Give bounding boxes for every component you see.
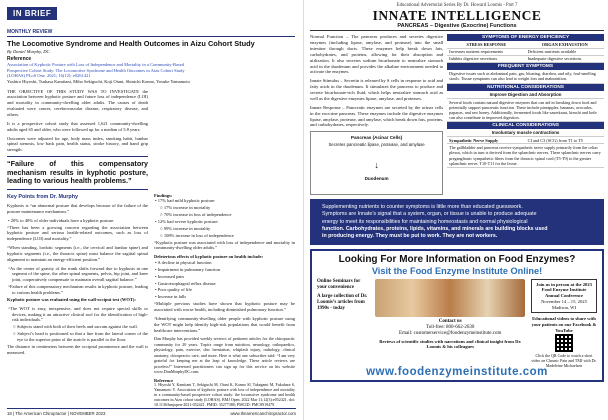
diagram-text: Secretes pancreatic lipase, protease, and amylase	[328, 142, 425, 148]
col-head: STRESS RESPONSE	[466, 41, 507, 47]
finding: ○ 99% increase in mortality	[160, 225, 211, 231]
key-point: Kyphosis is “an abnormal posture that develops because of the failure of the posture maintenance mechanism.”	[7, 203, 148, 214]
contact-heading: Contact us	[438, 318, 462, 324]
page-folio: 18 | The American Chiropractor | NOVEMBER 2023	[7, 411, 106, 416]
ad-edu-videos: Educational videos to share with your patients on our Facebook & YouTube	[531, 316, 597, 333]
column-b	[154, 89, 295, 408]
advertorial-note: Educational Advertorial Series By Dr. Howard Loomis - Part 7	[396, 3, 518, 8]
table-cell: Deficient nutrients available	[527, 49, 577, 55]
table-row	[447, 137, 604, 144]
banner-line: function. Carbohydrates, proteins, lipids, vitamins, and minerals are building blocks used	[322, 225, 548, 232]
key-points-heading: Key Points from Dr. Murphy	[7, 194, 78, 200]
conference-title: Join us in person at the 2023 Food Enzyme Institute Annual Conference	[536, 281, 592, 299]
effect-item: • Increase in falls	[155, 294, 187, 300]
key-point: “There has been a growing concern regarding the association between kyphotic posture and serious health-related outcomes, such as loss of independence (LOI) and mortality.”	[7, 224, 148, 242]
banner-line: in producing energy. They must be put to work. They are not workers.	[322, 232, 498, 239]
ad-website-link[interactable]: www.foodenzymeinstitute.com	[366, 366, 548, 378]
paragraph: It is a prospective cohort study that assessed 1,621 community-dwelling adults aged 65 and older, who were followed up for a median of 5.8 years.	[7, 120, 148, 132]
diagram-title: Pancreas (Acinar Cells)	[350, 135, 403, 141]
finding: • 12% had severe kyphotic posture:	[155, 219, 219, 225]
author-bio: Dan Murphy has provided weekly reviews of pertinent articles for the chiropractic community for 20 years. Topics range from nutrition, neurology, orthopaedics, physiology, pain, exercise, disc herniation, whiplash injury, radiology, clinical anatomy, chiropractic care, and more. Here is what one subscriber said: “I am very grateful for keeping me at the leap of knowledge. These article reviews are priceless!” Interested practitioners can sign up for this service on his website www.DanMurphyDC.com.	[154, 336, 295, 375]
findings-heading: Findings:	[154, 192, 173, 198]
reference-line: Prospective Cohort Study: The Locomotive Syndrome and Health Outcomes in Aizu Cohort Study	[7, 67, 185, 73]
table-cell: Inadequate digestive secretions	[527, 56, 582, 62]
article-title: The Locomotive Syndrome and Health Outcomes in Aizu Cohort Study	[7, 39, 255, 48]
finding: ○ 70% increase in loss of independence	[160, 212, 232, 218]
wot-heading: Kyphotic posture was evaluated using the wall-occiput test (WOT):	[7, 296, 136, 302]
ad-features	[317, 279, 369, 369]
effect-quote: “Identifying community-dwelling older people with kyphotic posture using the WOT might help identify high-risk populations that would benefit from healthcare interventions.”	[154, 315, 295, 333]
frequent-symptoms: Digestive issues such as abdominal pain, gas, bloating, diarrhea, and oily, foul-smelling stools. Tissue symptoms can also lead to weight loss and malnutrition.	[447, 70, 604, 83]
table-cell: Increases nutrient requirements	[449, 49, 504, 55]
headline: INNATE INTELLIGENCE	[372, 8, 542, 23]
wot-item: The distance in centimeters between the occipital prominence and the wall is measured.	[7, 343, 148, 355]
subheadline: PANCREAS – Digestive (Exocrine) Functions	[310, 23, 604, 31]
qr-caption: Click the QR Code to watch a short video on Chronic Pain and TMJ with Dr. Madeleine Michaelsen	[531, 353, 597, 369]
finding: ○ 108% increase in loss of independence	[160, 232, 234, 238]
arrow-down-icon: ↓	[374, 160, 379, 171]
table-heading: CLINICAL CONSIDERATIONS	[447, 122, 604, 129]
ad-contact	[372, 319, 527, 338]
table-cell: CI and C3 (SCG) from T1 to T5	[527, 137, 583, 143]
key-point: “Failure of this compensatory mechanism results in kyphotic posture, leading to various health problems.”	[8, 284, 148, 295]
contact-email[interactable]: Email: customerservice@foodenzymeinstitute.com	[399, 331, 502, 337]
ad-content	[317, 279, 597, 369]
table-heading: NUTRITIONAL CONSIDERATIONS	[447, 84, 604, 91]
wot-item: ○ Subjects stand with both of their heels and sacrum against the wall.	[13, 324, 138, 330]
contact-phone[interactable]: Toll-free: 800-662-2630	[426, 324, 475, 330]
monthly-review-label: MONTHLY REVIEW	[7, 29, 295, 37]
table-row	[447, 49, 604, 56]
table-row	[447, 56, 604, 63]
clinical-subheading: Involuntary muscle contractions	[447, 129, 604, 137]
effect-item: • Impairment in pulmonary function	[155, 266, 221, 272]
finding: • 17% had mild kyphotic posture:	[155, 198, 216, 204]
reference-authors: Yoshiro Hiyoshi, Tsukasa Kamitani, Miho Sekiguchi, Koji Otani, Shinichi Konno, Yosuke Yamamoto	[7, 79, 190, 85]
pancreas-diagram	[310, 131, 443, 195]
effect-item: • A decline in physical function	[155, 260, 212, 266]
food-enzymes-image	[375, 279, 525, 317]
food-enzyme-ad	[310, 249, 604, 382]
left-footer	[7, 408, 296, 416]
pull-quote: “Failure of this compensatory mechanism results in kyphotic posture, leading to various health problems.”	[7, 156, 148, 190]
ad-headline: Looking For More Information on Food Enzymes?	[338, 254, 576, 265]
table-heading: SYMPTOMS OF ENERGY DEFICIENCY	[447, 34, 604, 41]
effects-heading: Deleterious effects of kyphotic posture on health include:	[154, 254, 264, 260]
table-cell: Inhibits digestive secretions	[449, 56, 498, 62]
table-col-heads	[447, 41, 604, 48]
paragraph: Outcomes were adjusted for age, body mass index, smoking habit, lumbar spinal stenosis, low back pain, health status, stroke history, and hand grip strength.	[7, 135, 148, 153]
page-divider	[303, 0, 304, 420]
function-column	[310, 34, 443, 195]
nutrition-note: Several foods contain natural digestive enzymes that can aid in breaking down food and potentially support pancreatic function. These include pineapples, bananas, avocados, papayas, and raw honey. Additionally, fermented foods like sauerkraut, kimchi and kefir can also contribute to improved digestion.	[447, 99, 604, 123]
table-cell: Sympathetic Nerve Supply	[449, 137, 499, 143]
conference-box	[531, 279, 597, 314]
ad-feature: A large collection of Dr. Loomis’s articles from 1990s - today	[317, 293, 368, 311]
key-point: “As the center of gravity of the trunk shifts forward due to kyphosis in one segment of the spine, the other spinal segments, pelvis, hip joint, and knee joint, cooperatively compensate to maintain overall sagittal balance.”	[8, 265, 148, 283]
summary-banner	[310, 199, 604, 245]
wot-item: “The WOT is easy, inexpensive, and does not require special skills or devices, making it an attractive clinical tool for the identification of high-risk individuals.”	[8, 305, 148, 323]
spacer	[154, 89, 295, 193]
diagram-label: Duodenum	[364, 176, 389, 182]
article-body	[7, 89, 295, 408]
magazine-url[interactable]: www.theamericanchiropractor.com	[230, 411, 296, 416]
effect-quote: “Multiple previous studies have shown that kyphotic posture may be associated with worse health, including diminished pulmonary function.”	[154, 301, 295, 312]
column-a	[7, 89, 148, 408]
ad-subheadline: Visit the Food Enzyme Institute Online!	[371, 265, 543, 276]
ad-right	[531, 279, 597, 369]
reference-citation: 1. Hiyoshi Y, Kamitani T, Sekiguchi M, Otani K, Konno SI, Takegami M, Fukuhara S, Yamamoto Y. Association of kyphotic posture with loss of independence and mortality in a community-based prospective cohort study: the locomotive syndrome and health outcomes in Aizu cohort study (LOHAS). BMJ Open. 2022 Mar 11;12(3):e052421. doi: 10.1136/bmjopen-2021-052421. PMID: 35277380; PMCID: PMC8919479.	[154, 382, 295, 407]
reference-heading-2: Reference	[154, 377, 174, 383]
table-heading: FREQUENT SYMPTOMS	[447, 63, 604, 70]
wot-item: ○ Subject’s head is positioned so that a line from the lateral corner of the eye to the superior point of the auricle is parallel to the floor.	[13, 331, 148, 342]
banner-line: energy to meet its responsibilities for maintaining homeostasis and normal physiological	[322, 218, 528, 225]
banner-line: Symptoms are Innate’s signal that a system, organ, or tissue is unable to produce adequate	[322, 211, 537, 218]
reference-line: (LOHAS) PLoS One. 2021; 16(12): e0261421	[7, 73, 91, 79]
normal-function-paragraph: Normal Function – The pancreas produces and secretes digestive enzymes (including lipase, amylase, and protease) into the small intestine through ducts. These enzymes help break down fats, carbohydrates, and proteins, allowing for their absorption and utilization. It also secretes sodium bicarbonate to neutralize stomach acid in the duodenum and provides the alkaline environment needed to activate the enzymes.	[310, 34, 444, 75]
innate-response-paragraph: Innate Response – Pancreatic enzymes are secreted by the acinar cells in the exocrine pancreas. These enzymes include the digestive enzymes lipase, amylase, protease, and amylase, which break down fats, proteins, and carbohydrates, respectively.	[310, 104, 444, 128]
right-page	[306, 0, 608, 420]
reference-heading: Reference	[7, 56, 32, 63]
conference-date: November 14 – 15, 2025	[541, 298, 587, 304]
innate-stimulus-paragraph: Innate Stimulus – Secretin is released by S cells in response to acid and fatty acids in the duodenum. It stimulates the pancreas to produce and secrete bicarbonate-rich fluid, which helps neutralize stomach acid as well as the digestive enzymes lipase, amylase, and proteases.	[310, 78, 444, 101]
conference-location: Madison, WI	[551, 304, 577, 310]
banner-line: Supplementing nutrients to counter symptoms is little more than educated guesswork.	[322, 204, 523, 211]
key-point: • 20% to 40% of older individuals have a kyphotic posture.	[8, 217, 115, 223]
right-top-section	[310, 34, 604, 195]
ad-middle	[372, 279, 527, 369]
qr-code-icon[interactable]	[555, 334, 573, 352]
symptom-table	[447, 34, 604, 195]
reference-line: Association of Kyphotic Posture with Loss of Independence and Mortality in a Community-Based	[7, 62, 184, 68]
section-tag: IN BRIEF	[7, 7, 57, 20]
col-head: ORGAN EXHAUSTION	[541, 41, 588, 47]
effect-item: • Poor quality of life	[155, 287, 192, 293]
ad-feature: Online Seminars for your convenience	[317, 278, 361, 290]
paragraph: THE OBJECTIVE OF THIS STUDY WAS TO INVESTIGATE the association between kyphotic posture and future loss of independence (LOI) and mortality in community-dwelling older adults. The causes of death evaluated were cancer, cerebrovascular disease, respiratory disease, and others.	[7, 88, 148, 118]
ad-feature: Reviews of scientific studies with narrations and clinical insight from Dr. Loomis & his colleagues	[379, 339, 522, 350]
key-point: “When standing, lordotic segments (i.e., the cervical and lumbar spine) and kyphotic segments (i.e., the thoracic spine) must balance the sagittal spinal alignment to maintain an energy-efficient position.”	[7, 245, 148, 262]
byline: By Daniel Murphy, DC	[7, 49, 50, 55]
effect-item: • Increased pain	[155, 273, 184, 279]
finding: ○ 17% increase in mortality	[160, 205, 211, 211]
nutrition-subheading: Improve Digestion and Absorption	[447, 91, 604, 99]
finding-quote: “Kyphotic posture was associated with loss of independence and mortality in community-dwelling older adults.”	[154, 239, 295, 251]
clinical-note: The gallbladder and pancreas receive sympathetic nerve supply primarily from the celiac plexus, which in turn is derived from the splanchnic nerves. These splanchnic nerves carry preganglionic sympathetic fibers from the thoracic spinal cord (T5-T9) to the greater splanchnic nerve, T10-T11 for the lesser.	[447, 144, 604, 168]
left-page	[0, 0, 302, 420]
effect-item: • Gastroesophageal reflux disease	[155, 280, 216, 286]
